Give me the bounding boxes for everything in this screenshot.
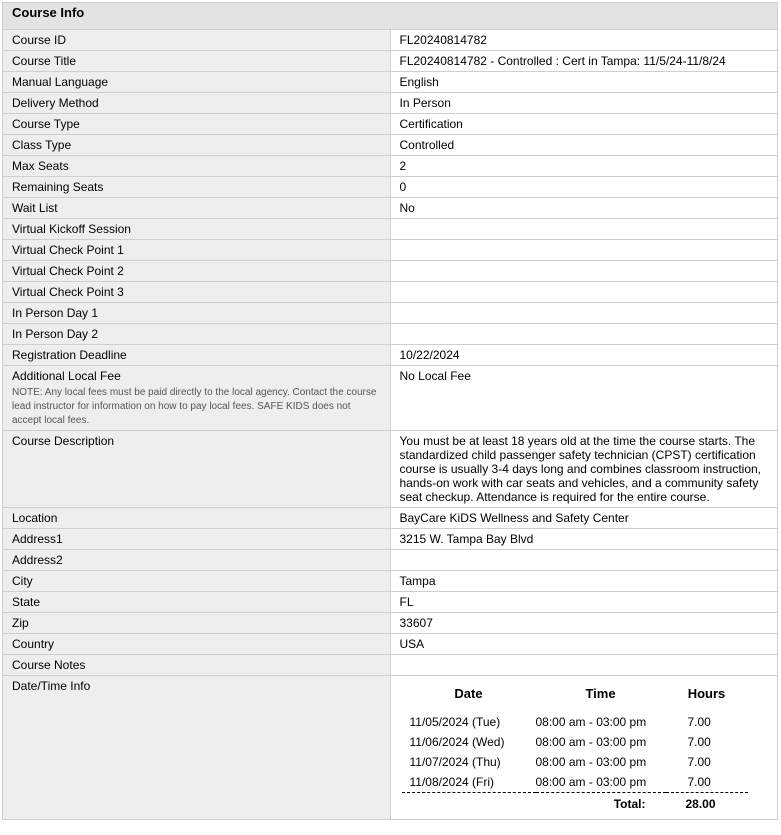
field-label: In Person Day 2 [3, 324, 391, 345]
info-row [3, 529, 778, 550]
schedule-total-spacer [402, 793, 536, 816]
info-row [3, 30, 778, 51]
field-value [390, 324, 778, 345]
info-row [3, 345, 778, 366]
field-value: 0 [390, 177, 778, 198]
field-label: Address1 [3, 529, 391, 550]
field-value: 3215 W. Tampa Bay Blvd [390, 529, 778, 550]
course-info-table [2, 2, 778, 820]
field-value [390, 261, 778, 282]
info-row [3, 51, 778, 72]
info-row [3, 72, 778, 93]
field-value: FL20240814782 [390, 30, 778, 51]
field-label: Course Description [3, 431, 391, 508]
field-value [390, 240, 778, 261]
field-label: City [3, 571, 391, 592]
field-value [390, 282, 778, 303]
field-label: Delivery Method [3, 93, 391, 114]
field-label: Course Notes [3, 655, 391, 676]
field-label: Zip [3, 613, 391, 634]
field-value: In Person [390, 93, 778, 114]
schedule-row [402, 732, 748, 752]
field-label: Additional Local Fee [12, 369, 121, 383]
field-label: Location [3, 508, 391, 529]
course-description-text: You must be at least 18 years old at the time the course starts. The standardized child passenger safety technician (CPST) certification course is usually 3-4 days long and combines classroom instruction, hands-on work with car seats and vehicles, and a community safety seat checkup. Attendance is required for the entire course. [399, 434, 762, 505]
description-cell [390, 431, 778, 508]
local-fee-note: NOTE: Any local fees must be paid directly to the local agency. Contact the course lead instructor for information on how to pay local fees. SAFE KIDS does not accept local fees. [12, 387, 377, 426]
session-date: 11/07/2024 (Thu) [409, 755, 501, 770]
course-info-panel [2, 2, 778, 820]
field-value: BayCare KiDS Wellness and Safety Center [390, 508, 778, 529]
field-label: Max Seats [3, 156, 391, 177]
info-row [3, 634, 778, 655]
info-row [3, 114, 778, 135]
field-label: Course Title [3, 51, 391, 72]
total-label: Total: [536, 793, 666, 816]
field-value: Controlled [390, 135, 778, 156]
field-label: Virtual Check Point 2 [3, 261, 391, 282]
session-date: 11/05/2024 (Tue) [409, 715, 501, 730]
field-value: No Local Fee [390, 366, 778, 431]
datetime-cell [390, 676, 778, 820]
datetime-row [3, 676, 778, 820]
field-label: Virtual Check Point 3 [3, 282, 391, 303]
field-value [390, 303, 778, 324]
field-label: Virtual Check Point 1 [3, 240, 391, 261]
field-label: Country [3, 634, 391, 655]
field-value: 33607 [390, 613, 778, 634]
info-row [3, 240, 778, 261]
field-value: 10/22/2024 [390, 345, 778, 366]
field-label: In Person Day 1 [3, 303, 391, 324]
field-label: Course Type [3, 114, 391, 135]
session-time: 08:00 am - 03:00 pm [535, 715, 647, 730]
info-row [3, 571, 778, 592]
session-time: 08:00 am - 03:00 pm [535, 735, 647, 750]
field-label: State [3, 592, 391, 613]
info-row [3, 303, 778, 324]
field-label: Virtual Kickoff Session [3, 219, 391, 240]
local-fee-label-cell [3, 366, 391, 431]
local-fee-row [3, 366, 778, 431]
field-label: Registration Deadline [3, 345, 391, 366]
field-value [390, 655, 778, 676]
info-row [3, 156, 778, 177]
field-value [390, 219, 778, 240]
field-label: Manual Language [3, 72, 391, 93]
schedule-row [402, 772, 748, 793]
field-value: Tampa [390, 571, 778, 592]
info-row [3, 198, 778, 219]
info-row [3, 282, 778, 303]
info-row [3, 261, 778, 282]
info-row [3, 324, 778, 345]
schedule-total-row [402, 793, 748, 816]
info-row [3, 592, 778, 613]
field-value: FL [390, 592, 778, 613]
session-hours: 7.00 [687, 755, 711, 770]
course-description-row [3, 431, 778, 508]
field-label: Wait List [3, 198, 391, 219]
field-label: Date/Time Info [3, 676, 391, 820]
field-label: Remaining Seats [3, 177, 391, 198]
info-row [3, 550, 778, 571]
schedule-table [402, 682, 748, 815]
field-label: Address2 [3, 550, 391, 571]
section-title: Course Info [3, 3, 778, 30]
session-time: 08:00 am - 03:00 pm [535, 755, 647, 770]
schedule-header-row [402, 682, 748, 712]
field-label: Class Type [3, 135, 391, 156]
total-hours: 28.00 [666, 793, 748, 816]
session-hours: 7.00 [687, 735, 711, 750]
field-value: No [390, 198, 778, 219]
field-value: FL20240814782 - Controlled : Cert in Tampa: 11/5/24-11/8/24 [390, 51, 778, 72]
field-value: English [390, 72, 778, 93]
session-date: 11/06/2024 (Wed) [409, 735, 505, 750]
info-row [3, 655, 778, 676]
session-hours: 7.00 [687, 775, 711, 790]
session-hours: 7.00 [687, 715, 711, 730]
field-value: USA [390, 634, 778, 655]
field-value: 2 [390, 156, 778, 177]
info-row [3, 219, 778, 240]
session-date: 11/08/2024 (Fri) [409, 775, 494, 790]
field-value: Certification [390, 114, 778, 135]
info-row [3, 613, 778, 634]
session-time: 08:00 am - 03:00 pm [535, 775, 647, 790]
field-value [390, 550, 778, 571]
field-label: Course ID [3, 30, 391, 51]
schedule-header-time: Time [585, 686, 616, 702]
schedule-header-hours: Hours [687, 686, 726, 702]
schedule-row [402, 712, 748, 732]
info-row [3, 177, 778, 198]
info-row [3, 135, 778, 156]
schedule-header-date: Date [454, 686, 483, 702]
schedule-row [402, 752, 748, 772]
info-row [3, 93, 778, 114]
info-row [3, 508, 778, 529]
